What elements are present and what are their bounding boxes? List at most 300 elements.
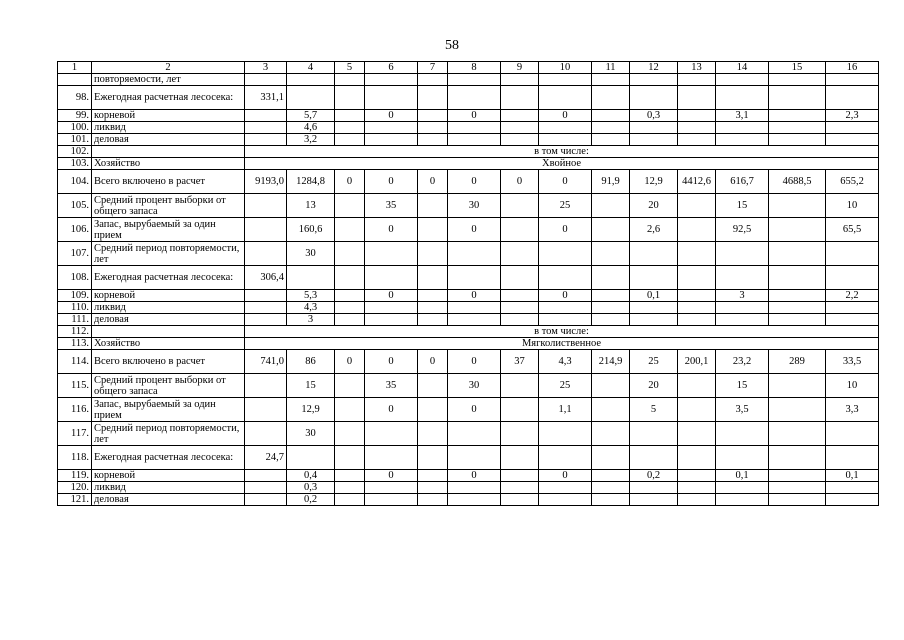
table-cell bbox=[245, 482, 287, 494]
table-cell: 91,9 bbox=[592, 170, 630, 194]
table-cell bbox=[769, 266, 826, 290]
table-cell bbox=[678, 302, 716, 314]
table-cell bbox=[769, 122, 826, 134]
table-row bbox=[58, 398, 879, 422]
table-cell bbox=[365, 134, 418, 146]
table-cell bbox=[335, 110, 365, 122]
row-number: 98. bbox=[58, 86, 92, 110]
table-row bbox=[58, 446, 879, 470]
table-cell bbox=[630, 134, 678, 146]
table-cell bbox=[365, 86, 418, 110]
table-cell bbox=[365, 446, 418, 470]
table-cell bbox=[678, 494, 716, 506]
table-cell bbox=[592, 266, 630, 290]
table-cell bbox=[826, 266, 879, 290]
table-cell: 616,7 bbox=[716, 170, 769, 194]
table-cell bbox=[501, 446, 539, 470]
table-row bbox=[58, 422, 879, 446]
table-cell bbox=[716, 134, 769, 146]
row-label: Хозяйство bbox=[92, 338, 245, 350]
table-cell bbox=[716, 494, 769, 506]
table-row bbox=[58, 146, 879, 158]
table-cell bbox=[418, 134, 448, 146]
table-cell bbox=[245, 134, 287, 146]
table-cell bbox=[592, 74, 630, 86]
table-cell bbox=[769, 302, 826, 314]
table-cell bbox=[716, 482, 769, 494]
table-cell: 2,3 bbox=[826, 110, 879, 122]
table-cell bbox=[678, 422, 716, 446]
table-cell bbox=[592, 422, 630, 446]
table-cell bbox=[539, 134, 592, 146]
table-cell: 306,4 bbox=[245, 266, 287, 290]
row-label: деловая bbox=[92, 134, 245, 146]
table-row bbox=[58, 302, 879, 314]
table-cell bbox=[448, 422, 501, 446]
table-cell: 92,5 bbox=[716, 218, 769, 242]
table-cell bbox=[539, 74, 592, 86]
table-cell: 289 bbox=[769, 350, 826, 374]
table-cell: 30 bbox=[287, 242, 335, 266]
table-cell bbox=[245, 494, 287, 506]
table-cell bbox=[592, 446, 630, 470]
row-label bbox=[92, 326, 245, 338]
table-cell: 12,9 bbox=[287, 398, 335, 422]
table-cell bbox=[716, 74, 769, 86]
table-cell: 0 bbox=[335, 350, 365, 374]
table-cell: 30 bbox=[287, 422, 335, 446]
table-cell bbox=[769, 446, 826, 470]
row-label: Ежегодная расчетная лесосека: bbox=[92, 446, 245, 470]
table-cell bbox=[826, 86, 879, 110]
table-cell bbox=[592, 494, 630, 506]
table-cell bbox=[630, 302, 678, 314]
table-cell bbox=[539, 494, 592, 506]
table-cell: 3,2 bbox=[287, 134, 335, 146]
table-cell bbox=[418, 470, 448, 482]
table-cell bbox=[716, 302, 769, 314]
table-cell bbox=[365, 314, 418, 326]
table-cell: 0 bbox=[448, 170, 501, 194]
column-header: 5 bbox=[335, 62, 365, 74]
row-label: Хозяйство bbox=[92, 158, 245, 170]
table-cell bbox=[678, 74, 716, 86]
column-header: 6 bbox=[365, 62, 418, 74]
table-cell: 25 bbox=[630, 350, 678, 374]
table-cell bbox=[418, 290, 448, 302]
table-cell: 12,9 bbox=[630, 170, 678, 194]
table-cell bbox=[592, 194, 630, 218]
table-cell bbox=[716, 242, 769, 266]
row-number bbox=[58, 74, 92, 86]
table-cell bbox=[539, 482, 592, 494]
table-cell bbox=[335, 374, 365, 398]
table-cell: 0 bbox=[365, 470, 418, 482]
table-cell bbox=[287, 446, 335, 470]
column-header: 9 bbox=[501, 62, 539, 74]
column-header: 16 bbox=[826, 62, 879, 74]
table-cell bbox=[418, 398, 448, 422]
table-cell: 331,1 bbox=[245, 86, 287, 110]
table-cell bbox=[826, 242, 879, 266]
table-cell bbox=[335, 86, 365, 110]
table-cell bbox=[418, 422, 448, 446]
table-cell bbox=[335, 242, 365, 266]
row-label: Всего включено в расчет bbox=[92, 350, 245, 374]
row-label: деловая bbox=[92, 494, 245, 506]
row-number: 103. bbox=[58, 158, 92, 170]
table-cell: 35 bbox=[365, 374, 418, 398]
row-label: Средний процент выборки от общего запаса bbox=[92, 194, 245, 218]
table-cell: 37 bbox=[501, 350, 539, 374]
table-cell bbox=[539, 422, 592, 446]
table-cell: 5,7 bbox=[287, 110, 335, 122]
table-row bbox=[58, 266, 879, 290]
table-cell bbox=[630, 446, 678, 470]
table-cell: 25 bbox=[539, 194, 592, 218]
row-number: 111. bbox=[58, 314, 92, 326]
table-cell bbox=[678, 110, 716, 122]
table-cell: 0 bbox=[365, 170, 418, 194]
table-cell bbox=[678, 470, 716, 482]
table-cell bbox=[335, 194, 365, 218]
table-cell bbox=[287, 74, 335, 86]
table-cell: 86 bbox=[287, 350, 335, 374]
table-cell bbox=[501, 422, 539, 446]
table-cell: 3,5 bbox=[716, 398, 769, 422]
table-cell bbox=[418, 446, 448, 470]
table-cell bbox=[335, 494, 365, 506]
table-cell bbox=[592, 314, 630, 326]
table-cell bbox=[418, 110, 448, 122]
table-cell: 0 bbox=[448, 110, 501, 122]
table-cell: 0 bbox=[539, 290, 592, 302]
table-cell bbox=[769, 470, 826, 482]
row-number: 104. bbox=[58, 170, 92, 194]
table-cell bbox=[501, 470, 539, 482]
row-label: Ежегодная расчетная лесосека: bbox=[92, 86, 245, 110]
row-number: 120. bbox=[58, 482, 92, 494]
table-cell: 4,3 bbox=[287, 302, 335, 314]
table-row bbox=[58, 122, 879, 134]
table-cell: 10 bbox=[826, 194, 879, 218]
row-label: ликвид bbox=[92, 482, 245, 494]
table-cell bbox=[418, 74, 448, 86]
table-cell: 0,1 bbox=[716, 470, 769, 482]
table-cell bbox=[716, 314, 769, 326]
forest-calculation-table bbox=[57, 61, 879, 506]
table-cell bbox=[245, 122, 287, 134]
table-cell: 0 bbox=[365, 290, 418, 302]
table-cell bbox=[335, 290, 365, 302]
table-cell: 0 bbox=[418, 350, 448, 374]
section-label: в том числе: bbox=[245, 326, 879, 338]
table-cell: 5 bbox=[630, 398, 678, 422]
table-row bbox=[58, 242, 879, 266]
table-cell: 25 bbox=[539, 374, 592, 398]
table-row bbox=[58, 170, 879, 194]
table-cell: 0 bbox=[539, 218, 592, 242]
table-cell bbox=[769, 290, 826, 302]
table-cell bbox=[678, 482, 716, 494]
table-cell bbox=[592, 374, 630, 398]
table-cell bbox=[501, 302, 539, 314]
table-cell bbox=[418, 218, 448, 242]
table-row bbox=[58, 350, 879, 374]
table-cell: 1284,8 bbox=[287, 170, 335, 194]
table-row bbox=[58, 194, 879, 218]
table-cell bbox=[335, 134, 365, 146]
table-cell bbox=[769, 398, 826, 422]
table-cell bbox=[418, 122, 448, 134]
table-cell bbox=[418, 374, 448, 398]
table-cell bbox=[678, 314, 716, 326]
row-label: Запас, вырубаемый за один прием bbox=[92, 398, 245, 422]
table-cell bbox=[630, 266, 678, 290]
table-cell bbox=[630, 422, 678, 446]
row-label: корневой bbox=[92, 290, 245, 302]
table-row bbox=[58, 470, 879, 482]
table-cell bbox=[501, 218, 539, 242]
table-cell bbox=[365, 74, 418, 86]
table-cell bbox=[630, 86, 678, 110]
table-cell bbox=[630, 74, 678, 86]
table-cell: 4688,5 bbox=[769, 170, 826, 194]
table-row bbox=[58, 290, 879, 302]
table-cell bbox=[539, 446, 592, 470]
table-cell bbox=[592, 302, 630, 314]
table-cell: 0 bbox=[448, 398, 501, 422]
table-cell: 0 bbox=[365, 110, 418, 122]
row-label: Средний период повторяемости, лет bbox=[92, 242, 245, 266]
table-cell bbox=[678, 122, 716, 134]
table-cell: 35 bbox=[365, 194, 418, 218]
table-cell bbox=[769, 374, 826, 398]
table-cell bbox=[501, 374, 539, 398]
table-cell: 655,2 bbox=[826, 170, 879, 194]
table-cell: 0 bbox=[501, 170, 539, 194]
table-cell bbox=[448, 74, 501, 86]
table-cell bbox=[592, 398, 630, 422]
table-cell: 0,2 bbox=[630, 470, 678, 482]
table-cell bbox=[769, 494, 826, 506]
row-label: деловая bbox=[92, 314, 245, 326]
table-cell bbox=[448, 266, 501, 290]
row-number: 109. bbox=[58, 290, 92, 302]
table-cell bbox=[826, 446, 879, 470]
table-cell bbox=[592, 122, 630, 134]
table-cell bbox=[245, 398, 287, 422]
table-cell bbox=[678, 86, 716, 110]
table-cell bbox=[678, 194, 716, 218]
table-cell bbox=[501, 398, 539, 422]
table-cell bbox=[501, 290, 539, 302]
table-cell bbox=[335, 314, 365, 326]
table-cell bbox=[592, 470, 630, 482]
table-cell bbox=[448, 122, 501, 134]
column-header: 2 bbox=[92, 62, 245, 74]
row-label: Средний период повторяемости, лет bbox=[92, 422, 245, 446]
table-cell bbox=[418, 494, 448, 506]
section-label: Мягколиственное bbox=[245, 338, 879, 350]
table-cell bbox=[365, 482, 418, 494]
table-cell bbox=[716, 422, 769, 446]
table-cell: 20 bbox=[630, 194, 678, 218]
table-cell bbox=[826, 482, 879, 494]
table-cell bbox=[448, 482, 501, 494]
row-label: корневой bbox=[92, 470, 245, 482]
table-cell: 4,3 bbox=[539, 350, 592, 374]
table-cell bbox=[769, 314, 826, 326]
table-cell: 5,3 bbox=[287, 290, 335, 302]
table-cell bbox=[769, 74, 826, 86]
table-cell: 0,3 bbox=[630, 110, 678, 122]
table-cell: 4,6 bbox=[287, 122, 335, 134]
table-cell: 0 bbox=[539, 170, 592, 194]
table-cell bbox=[245, 470, 287, 482]
table-cell bbox=[678, 398, 716, 422]
table-cell: 3 bbox=[287, 314, 335, 326]
table-cell bbox=[245, 374, 287, 398]
table-cell: 23,2 bbox=[716, 350, 769, 374]
row-number: 105. bbox=[58, 194, 92, 218]
table-cell bbox=[335, 422, 365, 446]
table-cell bbox=[501, 86, 539, 110]
table-cell: 0,3 bbox=[287, 482, 335, 494]
table-cell: 15 bbox=[716, 374, 769, 398]
table-cell bbox=[678, 242, 716, 266]
table-cell bbox=[826, 422, 879, 446]
table-cell bbox=[245, 290, 287, 302]
table-cell bbox=[769, 482, 826, 494]
column-header: 3 bbox=[245, 62, 287, 74]
table-cell bbox=[335, 446, 365, 470]
table-cell bbox=[501, 314, 539, 326]
table-row bbox=[58, 482, 879, 494]
table-row bbox=[58, 326, 879, 338]
table-cell bbox=[418, 482, 448, 494]
table-cell bbox=[678, 134, 716, 146]
row-number: 102. bbox=[58, 146, 92, 158]
table-cell bbox=[418, 86, 448, 110]
table-cell bbox=[418, 266, 448, 290]
table-cell bbox=[287, 86, 335, 110]
table-cell bbox=[245, 302, 287, 314]
column-header: 12 bbox=[630, 62, 678, 74]
table-cell bbox=[245, 74, 287, 86]
table-cell bbox=[287, 266, 335, 290]
table-cell bbox=[769, 86, 826, 110]
table-cell: 3,3 bbox=[826, 398, 879, 422]
table-row bbox=[58, 338, 879, 350]
table-cell: 3 bbox=[716, 290, 769, 302]
table-cell bbox=[418, 242, 448, 266]
table-cell: 0,2 bbox=[287, 494, 335, 506]
table-cell bbox=[716, 86, 769, 110]
table-cell bbox=[539, 314, 592, 326]
row-number: 99. bbox=[58, 110, 92, 122]
table-cell bbox=[365, 242, 418, 266]
table-cell bbox=[630, 122, 678, 134]
row-number: 107. bbox=[58, 242, 92, 266]
table-cell bbox=[501, 74, 539, 86]
row-number: 119. bbox=[58, 470, 92, 482]
table-cell bbox=[501, 494, 539, 506]
table-cell bbox=[826, 122, 879, 134]
table-cell bbox=[592, 110, 630, 122]
table-cell bbox=[826, 494, 879, 506]
table-cell bbox=[365, 302, 418, 314]
table-cell bbox=[448, 314, 501, 326]
table-cell: 0 bbox=[365, 218, 418, 242]
table-cell bbox=[418, 302, 448, 314]
table-cell: 741,0 bbox=[245, 350, 287, 374]
table-cell bbox=[335, 218, 365, 242]
table-cell bbox=[335, 398, 365, 422]
table-cell bbox=[592, 290, 630, 302]
table-cell bbox=[501, 110, 539, 122]
table-cell: 65,5 bbox=[826, 218, 879, 242]
table-cell bbox=[245, 242, 287, 266]
table-cell bbox=[501, 134, 539, 146]
table-cell bbox=[245, 218, 287, 242]
table-cell bbox=[448, 134, 501, 146]
row-number: 112. bbox=[58, 326, 92, 338]
table-cell: 9193,0 bbox=[245, 170, 287, 194]
table-cell: 2,2 bbox=[826, 290, 879, 302]
table-cell bbox=[716, 122, 769, 134]
table-cell bbox=[769, 110, 826, 122]
column-header: 1 bbox=[58, 62, 92, 74]
header-row bbox=[58, 62, 879, 74]
table-cell bbox=[335, 470, 365, 482]
table-cell bbox=[501, 194, 539, 218]
table-cell bbox=[448, 446, 501, 470]
row-label: Ежегодная расчетная лесосека: bbox=[92, 266, 245, 290]
row-label: Запас, вырубаемый за один прием bbox=[92, 218, 245, 242]
table-row bbox=[58, 374, 879, 398]
table-row bbox=[58, 218, 879, 242]
table-cell bbox=[501, 266, 539, 290]
table-cell: 0 bbox=[448, 470, 501, 482]
table-cell: 15 bbox=[287, 374, 335, 398]
row-label: ликвид bbox=[92, 122, 245, 134]
table-cell bbox=[630, 482, 678, 494]
table-cell bbox=[335, 74, 365, 86]
table-cell bbox=[418, 314, 448, 326]
page-number: 58 bbox=[445, 38, 459, 53]
table-cell bbox=[539, 266, 592, 290]
table-cell bbox=[678, 218, 716, 242]
table-cell: 214,9 bbox=[592, 350, 630, 374]
table-cell bbox=[539, 242, 592, 266]
table-cell bbox=[365, 422, 418, 446]
table-cell: 0 bbox=[365, 398, 418, 422]
table-cell: 0,1 bbox=[630, 290, 678, 302]
table-cell: 30 bbox=[448, 194, 501, 218]
table-cell bbox=[592, 134, 630, 146]
table-cell: 160,6 bbox=[287, 218, 335, 242]
row-number: 106. bbox=[58, 218, 92, 242]
table-cell: 3,1 bbox=[716, 110, 769, 122]
row-number: 108. bbox=[58, 266, 92, 290]
table-cell bbox=[678, 374, 716, 398]
table-cell: 0 bbox=[539, 470, 592, 482]
table-cell bbox=[826, 74, 879, 86]
table-cell: 0 bbox=[448, 290, 501, 302]
table-cell: 24,7 bbox=[245, 446, 287, 470]
row-label bbox=[92, 146, 245, 158]
